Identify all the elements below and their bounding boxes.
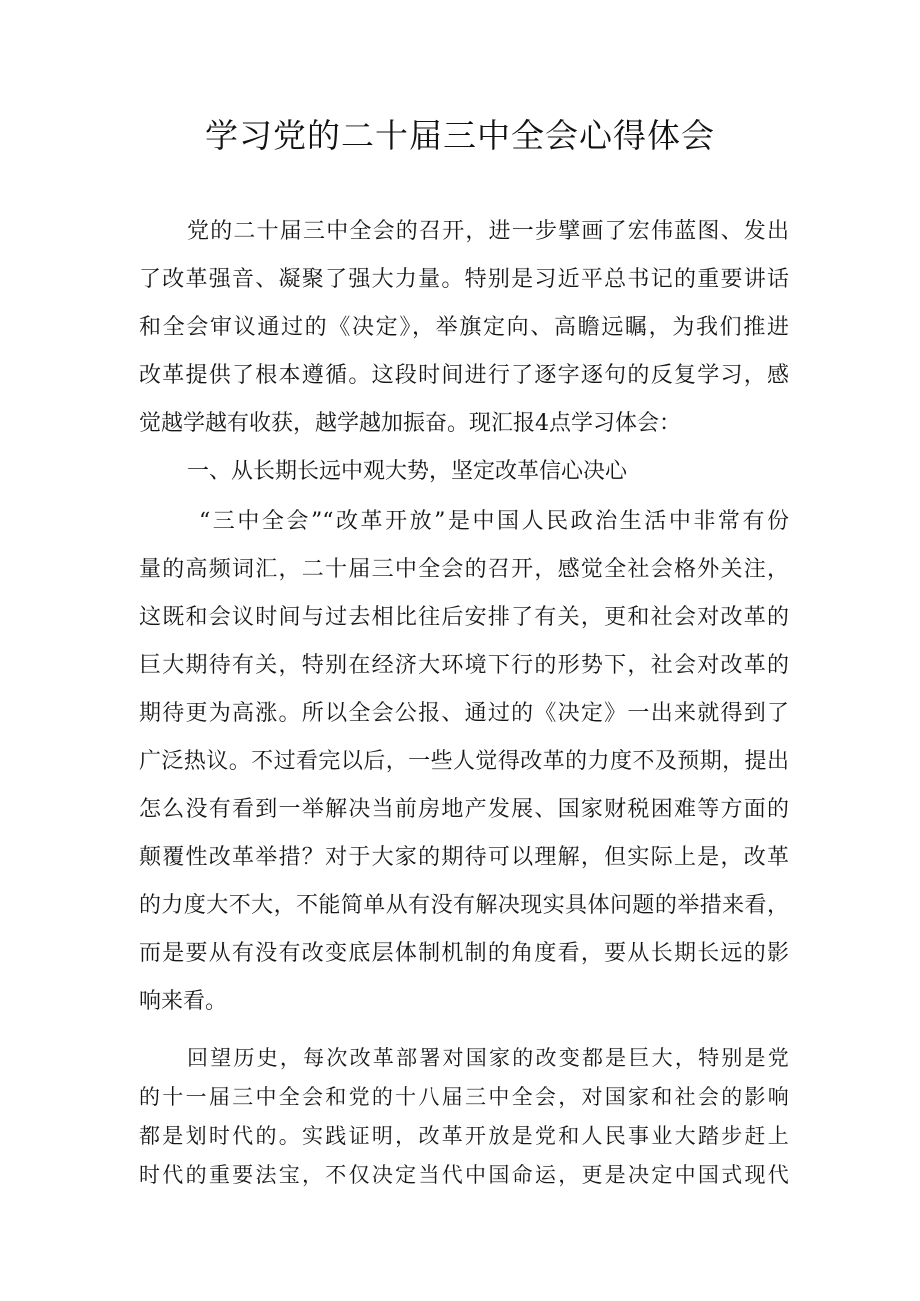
paragraph-1-line-2: 了改革强音、凝聚了强大力量。特别是习近平总书记的重要讲话 [139, 267, 789, 292]
paragraph-2-line-8: 颠覆性改革举措？对于大家的期待可以理解，但实际上是，改革 [139, 845, 789, 870]
paragraph-1-line-1: 党的二十届三中全会的召开，进一步擘画了宏伟蓝图、发出 [187, 219, 789, 244]
paragraph-3-line-4: 时代的重要法宝，不仅决定当代中国命运，更是决定中国式现代 [139, 1163, 789, 1187]
paragraph-2-line-6: 广泛热议。不过看完以后，一些人觉得改革的力度不及预期，提出 [139, 749, 789, 774]
paragraph-2-line-3: 这既和会议时间与过去相比往后安排了有关，更和社会对改革的 [139, 605, 789, 630]
paragraph-2-line-10: 而是要从有没有改变底层体制机制的角度看，要从长期长远的影 [139, 941, 789, 966]
paragraph-2-line-9: 的力度大不大，不能简单从有没有解决现实具体问题的举措来看， [139, 893, 789, 918]
section-heading-1: 一、从长期长远中观大势，坚定改革信心决心 [187, 459, 628, 484]
paragraph-2-line-5: 期待更为高涨。所以全会公报、通过的《决定》一出来就得到了 [139, 701, 789, 726]
paragraph-1-line-4: 改革提供了根本遵循。这段时间进行了逐字逐句的反复学习，感 [139, 363, 789, 388]
paragraph-2-line-1: “三中全会”“改革开放”是中国人民政治生活中非常有份 [199, 509, 789, 534]
paragraph-2-line-11: 响来看。 [139, 989, 228, 1014]
paragraph-1-line-3: 和全会审议通过的《决定》，举旗定向、高瞻远瞩，为我们推进 [139, 315, 789, 340]
paragraph-2-line-7: 怎么没有看到一举解决当前房地产发展、国家财税困难等方面的 [139, 797, 789, 822]
paragraph-3-line-3: 都是划时代的。实践证明，改革开放是党和人民事业大踏步赶上 [139, 1124, 789, 1148]
paragraph-2-line-4: 巨大期待有关，特别在经济大环境下行的形势下，社会对改革的 [139, 653, 789, 678]
document-title: 学习党的二十届三中全会心得体会 [205, 116, 715, 155]
paragraph-1-line-5: 觉越学越有收获，越学越加振奋。现汇报4点学习体会： [139, 411, 681, 436]
paragraph-3-line-1: 回望历史，每次改革部署对国家的改变都是巨大，特别是党 [187, 1046, 789, 1070]
paragraph-2-line-2: 量的高频词汇，二十届三中全会的召开，感觉全社会格外关注， [139, 557, 789, 582]
paragraph-3-line-2: 的十一届三中全会和党的十八届三中全会，对国家和社会的影响 [139, 1085, 789, 1109]
